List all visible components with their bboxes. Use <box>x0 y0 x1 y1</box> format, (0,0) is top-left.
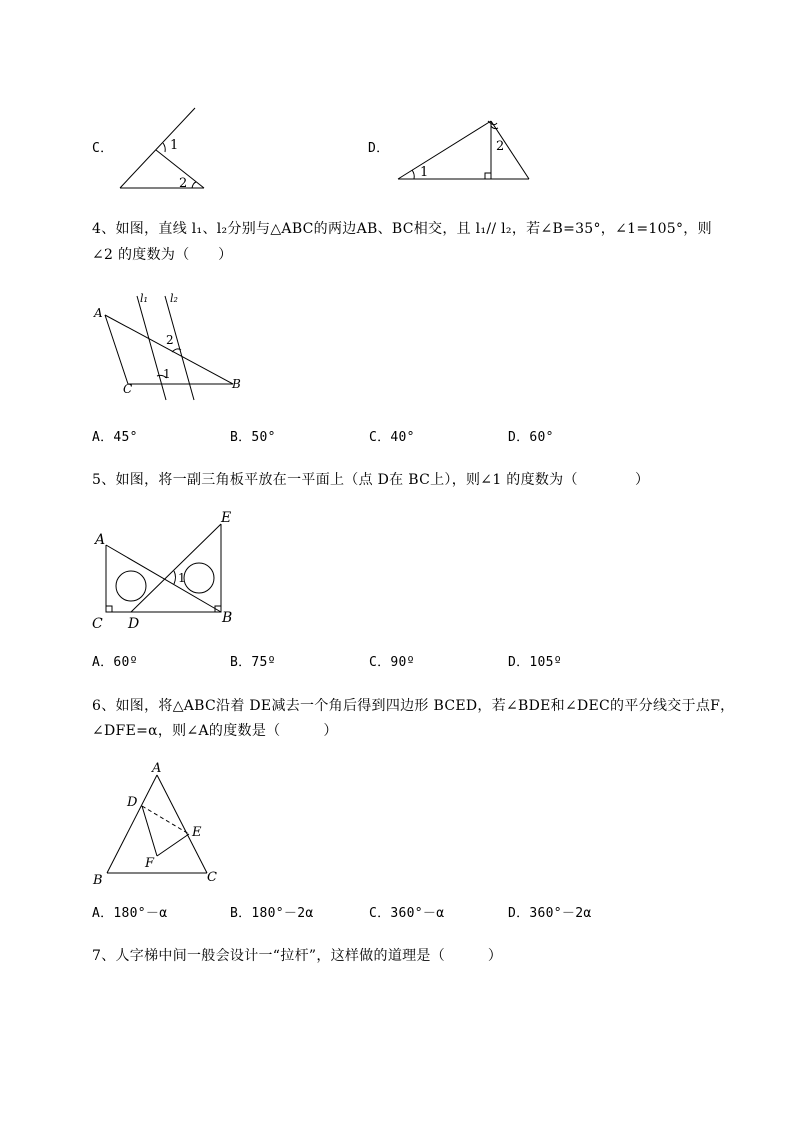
q4-option-b[interactable]: B．50° <box>230 430 276 445</box>
figure-d-angle2: 2 <box>496 139 505 154</box>
q6-text-line2: ∠DFE=α，则∠A的度数是（ ） <box>92 723 338 739</box>
q5-label-d: D <box>128 616 140 632</box>
q5-label-b: B <box>222 610 233 626</box>
q5-label-e: E <box>221 510 232 526</box>
q5-label-angle1: 1 <box>178 571 186 585</box>
q4-label-a: A <box>94 306 103 320</box>
q6-option-c[interactable]: C．360°－α <box>369 906 445 921</box>
q4-label-l1: l₁ <box>140 292 148 305</box>
q5-option-c[interactable]: C．90º <box>369 655 415 670</box>
q4-label-l2: l₂ <box>170 292 178 305</box>
q6-label-e: E <box>192 825 202 840</box>
q6-option-d[interactable]: D．360°－2α <box>508 906 592 921</box>
q4-label-angle1: 1 <box>163 367 171 381</box>
q5-text-line1: 5、如图，将一副三角板平放在一平面上（点 D在 BC上），则∠1 的度数为（ ） <box>92 472 650 488</box>
q6-label-a: A <box>152 761 162 776</box>
q6-option-b[interactable]: B．180°－2α <box>230 906 314 921</box>
q4-option-a[interactable]: A．45° <box>92 430 138 445</box>
q6-option-a[interactable]: A．180°－α <box>92 906 168 921</box>
q4-label-angle2: 2 <box>166 333 174 347</box>
q6-label-c: C <box>207 870 217 885</box>
q5-option-b[interactable]: B．75º <box>230 655 276 670</box>
q6-label-f: F <box>145 856 155 871</box>
q4-label-c: C <box>123 382 133 396</box>
option-c-label: C． <box>92 141 114 156</box>
q4-text-line2: ∠2 的度数为（ ） <box>92 247 233 263</box>
q4-option-d[interactable]: D．60° <box>508 430 554 445</box>
figure-d-angle1: 1 <box>420 165 429 180</box>
q4-label-b: B <box>232 377 241 391</box>
q5-option-a[interactable]: A．60º <box>92 655 138 670</box>
q5-label-a: A <box>95 532 106 548</box>
q6-label-d: D <box>127 795 138 810</box>
q6-label-b: B <box>93 873 103 888</box>
q7-text-line1: 7、人字梯中间一般会设计一“拉杆”，这样做的道理是（ ） <box>92 948 503 964</box>
option-d-label: D． <box>368 141 390 156</box>
q5-option-d[interactable]: D．105º <box>508 655 562 670</box>
q5-label-c: C <box>92 616 103 632</box>
q4-text-line1: 4、如图，直线 l₁、l₂分别与△ABC的两边AB、BC相交，且 l₁// l₂，若∠B=35°，∠1=105°，则 <box>92 221 712 237</box>
q4-option-c[interactable]: C．40° <box>369 430 415 445</box>
q6-text-line1: 6、如图，将△ABC沿着 DE减去一个角后得到四边形 BCED，若∠BDE和∠DEC的平分线交于点F， <box>92 698 735 714</box>
figure-c-angle1: 1 <box>170 138 179 153</box>
figure-c-angle2: 2 <box>179 176 188 191</box>
